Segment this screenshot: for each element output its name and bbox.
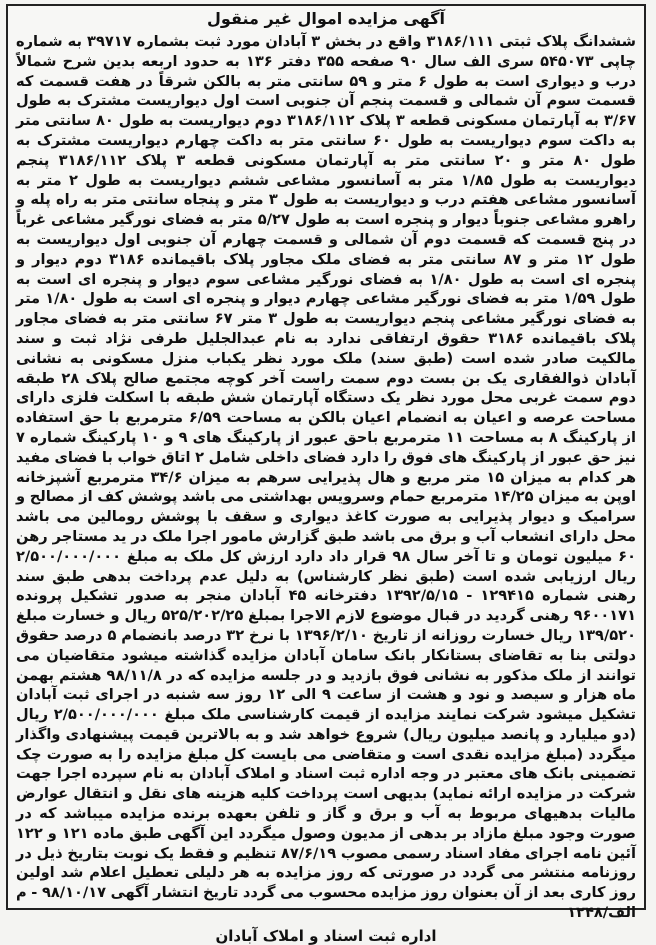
- notice-signature: اداره ثبت اسناد و املاک آبادان: [215, 926, 437, 945]
- notice-body: ششدانگ پلاک ثبتی ۳۱۸۶/۱۱۱ واقع در بخش ۳ آبادان مورد ثبت بشماره ۳۹۷۱۷ به شماره چاپی ۵۴۵۰۷۳ سری الف سال ۹۰ صفحه ۳۵۵ دفتر ۱۳۶ به حدود اربعه بدین شرح شمالاً درب و دیواری است به طول ۶ متر و ۵۹ سانتی متر به بالکن شرقاً در هفت قسمت که قسمت سوم آن شمالی و قسمت پنجم آن جنوبی است اول دیواریست مشترک به طول ۳/۶۷ به آپارتمان مسکونی قطعه ۳ پلاک ۳۱۸۶/۱۱۲ دوم دیواریست به طول ۸۰ سانتی متر به داکت سوم دیواریست به طول ۶۰ سانتی متر به داکت چهارم دیواریست مشترک به طول ۸۰ متر و ۲۰ سانتی متر به آپارتمان مسکونی قطعه ۳ پلاک ۳۱۸۶/۱۱۲ پنجم دیواریست به طول ۱/۸۵ متر به آسانسور مشاعی ششم دیواریست به طول ۲ متر به آسانسور مشاعی هفتم درب و دیواریست به طول ۳ متر و پنجاه سانتی متر به راه پله و راهرو مشاعی جنوباً دیوار و پنجره است به طول ۵/۲۷ متر به فضای نورگیر مشاعی غرباً در پنج قسمت که قسمت دوم آن شمالی و قسمت چهارم آن جنوبی اول دیواریست به طول ۱۲ متر و ۸۷ سانتی متر به فضای ملک مجاور پلاک باقیمانده ۳۱۸۶ دوم دیوار و پنجره ای است به طول ۱/۸۰ به فضای نورگیر مشاعی سوم دیوار و پنجره ای است به طول ۱/۵۹ متر به فضای نورگیر مشاعی چهارم دیوار و پنجره ای است به طول ۱/۸۰ متر به فضای نورگیر مشاعی پنجم دیواریست به طول ۳ متر ۶۷ سانتی متر به فضای مجاور پلاک باقیمانده ۳۱۸۶ حقوق ارتفاقی ندارد به نام عبدالجلیل طرفی نژاد ثبت و سند مالکیت صادر شده است (طبق سند) ملک مورد نظر یکباب منزل مسکونی به نشانی آبادان ذوالفقاری یک بن بست دوم سمت راست آخر کوچه مجتمع صالح پلاک ۲۸ طبقه دوم سمت غربی محل مورد نظر یک دستگاه آپارتمان شش طبقه با اسکلت فلزی دارای مساحت عرصه و اعیان به انضمام اعیان بالکن به مساحت ۶/۵۹ مترمربع با حق استفاده از پارکینگ ۸ به مساحت ۱۱ مترمربع باحق عبور از پارکینگ های ۹ و ۱۰ پارکینگ شماره ۷ نیز حق عبور از پارکینگ های فوق را دارد فضای داخلی شامل ۲ اتاق خواب با فضای مفید هر کدام به میزان ۱۵ متر مربع و هال پذیرایی سرهم به میزان ۳۴/۶ مترمربع آشپزخانه اوپن به میزان ۱۴/۲۵ مترمربع حمام وسرویس بهداشتی می باشد پوشش کف از مصالح و سرامیک و دیوار پذیرایی به صورت کاغذ دیواری و سقف با پوشش رومالین می باشد محل دارای انشعاب آب و برق می باشد طبق گزارش مامور اجرا ملک در ید مستاجر رهن ۶۰ میلیون تومان و تا آخر سال ۹۸ قرار داد دارد ارزش کل ملک به مبلغ ۲/۵۰۰/۰۰۰/۰۰۰ ریال ارزیابی شده است (طبق نظر کارشناس) به دلیل عدم پرداخت بدهی طبق سند رهنی شماره ۱۲۹۴۱۵ - ۱۳۹۲/۵/۱۵ دفترخانه ۴۵ آبادان منجر به صدور تشکیل پرونده ۹۶۰۰۱۷۱ رهنی گردید در قبال موضوع لازم الاجرا بمبلغ ۵۲۵/۲۰۲/۲۵ ریال و خسارت مبلغ ۱۳۹/۵۲۰ ریال خسارت روزانه از تاریخ ۱۳۹۶/۲/۱۰ با نرخ ۳۲ درصد بانضمام ۵ درصد حقوق دولتی بنا به تقاضای بستانکار بانک سامان آبادان مزایده گذاشته میشود متقاضیان می توانند از ملک مذکور به نشانی فوق بازدید و در جلسه مزایده که در ۹۸/۱۱/۸ هشتم بهمن ماه هزار و سیصد و نود و هشت از ساعت ۹ الی ۱۲ روز سه شنبه در اجرای ثبت آبادان تشکیل میشود شرکت نمایند مزایده از قیمت کارشناسی ملک مبلغ ۲/۵۰۰/۰۰۰/۰۰۰ ریال (دو میلیارد و پانصد میلیون ریال) شروع خواهد شد و به بالاترین قیمت پیشنهادی واگذار میگردد (مبلغ مزایده نقدی است و متقاضی می بایست کل مبلغ مزایده را به صورت چک تضمینی بانک های معتبر در وجه اداره ثبت اسناد و املاک آبادان به نام سپرده اجرا جهت شرکت در مزایده ارائه نماید) بدیهی است پرداخت کلیه هزینه های نقل و انتقال عوارض مالیات بدهیهای مربوط به آب و برق و گاز و تلفن بعهده برنده مزایده میباشد که در صورت وجود مبلغ مازاد بر بدهی از مدیون وصول میگردد این آگهی طبق ماده ۱۲۱ و ۱۲۲ آئین نامه اجرای مفاد اسناد رسمی مصوب ۸۷/۶/۱۹ تنظیم و فقط یک نوبت بتاریخ ذیل در روزنامه منتشر می گردد در صورتی که روز مزایده به هر دلیلی تعطیل اعلام شد اولین روز کاری بعد از آن بعنوان روز مزایده محسوب می گردد تاریخ انتشار آگهی ۹۸/۱۰/۱۷ - م الف/۱۲۴۸: [16, 33, 637, 922]
- auction-notice: [6, 4, 646, 945]
- notice-title: آگهی مزایده اموال غیر منقول: [207, 9, 445, 28]
